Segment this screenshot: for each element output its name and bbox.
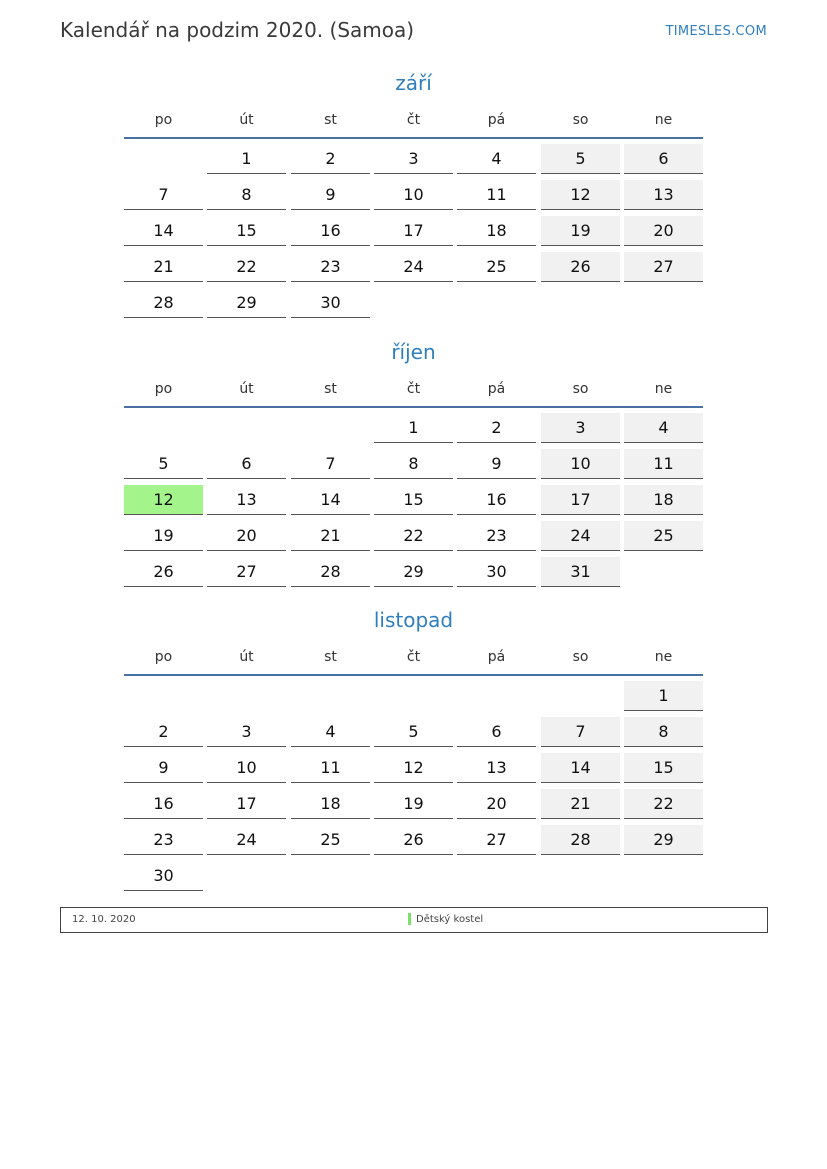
weekday-label: ne bbox=[654, 112, 673, 128]
day-cell[interactable]: 22 bbox=[374, 521, 453, 551]
header-divider bbox=[124, 137, 703, 139]
month-october bbox=[124, 339, 703, 589]
day-cell[interactable]: 21 bbox=[541, 789, 620, 819]
day-cell[interactable]: 20 bbox=[457, 789, 536, 819]
month-title: září bbox=[395, 71, 432, 95]
day-cell[interactable]: 10 bbox=[541, 449, 620, 479]
weekday-label: st bbox=[324, 112, 337, 128]
day-cell[interactable]: 17 bbox=[374, 216, 453, 246]
day-cell[interactable]: 5 bbox=[124, 449, 203, 479]
day-cell[interactable]: 7 bbox=[124, 180, 203, 210]
day-cell[interactable]: 4 bbox=[291, 717, 370, 747]
weekday-label: so bbox=[572, 381, 589, 397]
day-cell[interactable]: 2 bbox=[291, 144, 370, 174]
day-cell[interactable]: 18 bbox=[624, 485, 703, 515]
day-cell[interactable]: 1 bbox=[624, 681, 703, 711]
weekday-label: pá bbox=[487, 649, 506, 665]
weekday-label: út bbox=[239, 112, 254, 128]
day-cell[interactable]: 3 bbox=[207, 717, 286, 747]
weekday-label: so bbox=[572, 649, 589, 665]
header-divider bbox=[124, 674, 703, 676]
day-cell[interactable]: 24 bbox=[207, 825, 286, 855]
day-cell[interactable]: 30 bbox=[124, 861, 203, 891]
day-cell[interactable]: 20 bbox=[624, 216, 703, 246]
day-cell[interactable]: 7 bbox=[541, 717, 620, 747]
day-cell[interactable]: 22 bbox=[207, 252, 286, 282]
day-cell[interactable]: 25 bbox=[624, 521, 703, 551]
day-cell[interactable]: 16 bbox=[291, 216, 370, 246]
day-cell[interactable]: 28 bbox=[124, 288, 203, 318]
day-cell[interactable]: 28 bbox=[541, 825, 620, 855]
day-cell[interactable]: 12 bbox=[541, 180, 620, 210]
day-cell[interactable]: 17 bbox=[541, 485, 620, 515]
day-cell[interactable]: 29 bbox=[207, 288, 286, 318]
weekday-label: čt bbox=[406, 649, 421, 665]
day-cell[interactable]: 21 bbox=[291, 521, 370, 551]
weekday-label: so bbox=[572, 112, 589, 128]
day-cell[interactable]: 14 bbox=[124, 216, 203, 246]
legend-label: Dětský kostel bbox=[416, 914, 484, 925]
day-cell[interactable]: 3 bbox=[374, 144, 453, 174]
day-cell[interactable]: 26 bbox=[541, 252, 620, 282]
day-cell[interactable]: 23 bbox=[124, 825, 203, 855]
day-cell[interactable]: 17 bbox=[207, 789, 286, 819]
legend-color-swatch bbox=[408, 913, 411, 925]
month-title: listopad bbox=[373, 608, 454, 632]
day-cell[interactable]: 23 bbox=[457, 521, 536, 551]
day-cell[interactable]: 25 bbox=[457, 252, 536, 282]
day-cell[interactable]: 15 bbox=[624, 753, 703, 783]
day-cell[interactable]: 22 bbox=[624, 789, 703, 819]
weekday-label: st bbox=[324, 381, 337, 397]
day-cell[interactable]: 27 bbox=[457, 825, 536, 855]
day-cell[interactable]: 23 bbox=[291, 252, 370, 282]
day-cell[interactable]: 4 bbox=[624, 413, 703, 443]
day-cell[interactable]: 29 bbox=[374, 557, 453, 587]
day-cell[interactable]: 8 bbox=[207, 180, 286, 210]
day-cell[interactable]: 12 bbox=[374, 753, 453, 783]
day-cell[interactable]: 19 bbox=[124, 521, 203, 551]
day-cell[interactable]: 1 bbox=[207, 144, 286, 174]
day-cell[interactable]: 18 bbox=[457, 216, 536, 246]
day-cell[interactable]: 28 bbox=[291, 557, 370, 587]
day-cell[interactable]: 15 bbox=[374, 485, 453, 515]
day-cell-holiday[interactable]: 12 bbox=[124, 485, 203, 515]
day-cell[interactable]: 19 bbox=[374, 789, 453, 819]
brand-link[interactable]: TIMESLES.COM bbox=[665, 24, 767, 39]
day-cell[interactable]: 31 bbox=[541, 557, 620, 587]
weekday-header bbox=[124, 379, 703, 399]
header-divider bbox=[124, 406, 703, 408]
day-cell[interactable]: 21 bbox=[124, 252, 203, 282]
day-cell[interactable]: 11 bbox=[457, 180, 536, 210]
day-cell[interactable]: 10 bbox=[207, 753, 286, 783]
day-cell[interactable]: 6 bbox=[624, 144, 703, 174]
weekday-label: ne bbox=[654, 649, 673, 665]
day-cell[interactable]: 14 bbox=[541, 753, 620, 783]
weekday-label: út bbox=[239, 381, 254, 397]
day-cell[interactable]: 8 bbox=[374, 449, 453, 479]
weekday-label: út bbox=[239, 649, 254, 665]
day-cell[interactable]: 7 bbox=[291, 449, 370, 479]
weekday-label: čt bbox=[406, 381, 421, 397]
day-cell[interactable]: 30 bbox=[457, 557, 536, 587]
weekday-label: po bbox=[154, 649, 173, 665]
day-cell[interactable]: 2 bbox=[457, 413, 536, 443]
day-cell[interactable]: 14 bbox=[291, 485, 370, 515]
day-cell[interactable]: 2 bbox=[124, 717, 203, 747]
day-cell[interactable]: 11 bbox=[291, 753, 370, 783]
day-cell[interactable]: 6 bbox=[457, 717, 536, 747]
day-cell[interactable]: 9 bbox=[291, 180, 370, 210]
day-cell[interactable]: 8 bbox=[624, 717, 703, 747]
day-cell[interactable]: 27 bbox=[207, 557, 286, 587]
day-cell[interactable]: 5 bbox=[541, 144, 620, 174]
month-september bbox=[124, 70, 703, 320]
page-title: Kalendář na podzim 2020. (Samoa) bbox=[60, 18, 415, 42]
day-cell[interactable]: 27 bbox=[624, 252, 703, 282]
month-november bbox=[124, 607, 703, 897]
weekday-label: po bbox=[154, 381, 173, 397]
weekday-label: ne bbox=[654, 381, 673, 397]
weekday-label: pá bbox=[487, 112, 506, 128]
day-cell[interactable]: 30 bbox=[291, 288, 370, 318]
day-cell[interactable]: 9 bbox=[457, 449, 536, 479]
day-cell[interactable]: 29 bbox=[624, 825, 703, 855]
day-cell[interactable]: 19 bbox=[541, 216, 620, 246]
weekday-header bbox=[124, 647, 703, 667]
day-cell[interactable]: 16 bbox=[457, 485, 536, 515]
month-title: říjen bbox=[391, 340, 436, 364]
day-cell[interactable]: 6 bbox=[207, 449, 286, 479]
day-cell[interactable]: 16 bbox=[124, 789, 203, 819]
day-cell[interactable]: 9 bbox=[124, 753, 203, 783]
day-cell[interactable]: 5 bbox=[374, 717, 453, 747]
day-cell[interactable]: 20 bbox=[207, 521, 286, 551]
weekday-label: po bbox=[154, 112, 173, 128]
day-cell[interactable]: 24 bbox=[374, 252, 453, 282]
day-cell[interactable]: 13 bbox=[207, 485, 286, 515]
day-cell[interactable]: 24 bbox=[541, 521, 620, 551]
weekday-label: čt bbox=[406, 112, 421, 128]
day-cell[interactable]: 3 bbox=[541, 413, 620, 443]
legend-date: 12. 10. 2020 bbox=[72, 914, 136, 925]
day-cell[interactable]: 13 bbox=[624, 180, 703, 210]
weekday-header bbox=[124, 110, 703, 130]
day-cell[interactable]: 15 bbox=[207, 216, 286, 246]
day-cell[interactable]: 11 bbox=[624, 449, 703, 479]
weekday-label: st bbox=[324, 649, 337, 665]
day-cell[interactable]: 4 bbox=[457, 144, 536, 174]
day-cell[interactable]: 26 bbox=[124, 557, 203, 587]
holiday-legend bbox=[60, 907, 768, 933]
day-cell[interactable]: 1 bbox=[374, 413, 453, 443]
day-cell[interactable]: 13 bbox=[457, 753, 536, 783]
day-cell[interactable]: 18 bbox=[291, 789, 370, 819]
weekday-label: pá bbox=[487, 381, 506, 397]
day-cell[interactable]: 26 bbox=[374, 825, 453, 855]
day-cell[interactable]: 10 bbox=[374, 180, 453, 210]
day-cell[interactable]: 25 bbox=[291, 825, 370, 855]
